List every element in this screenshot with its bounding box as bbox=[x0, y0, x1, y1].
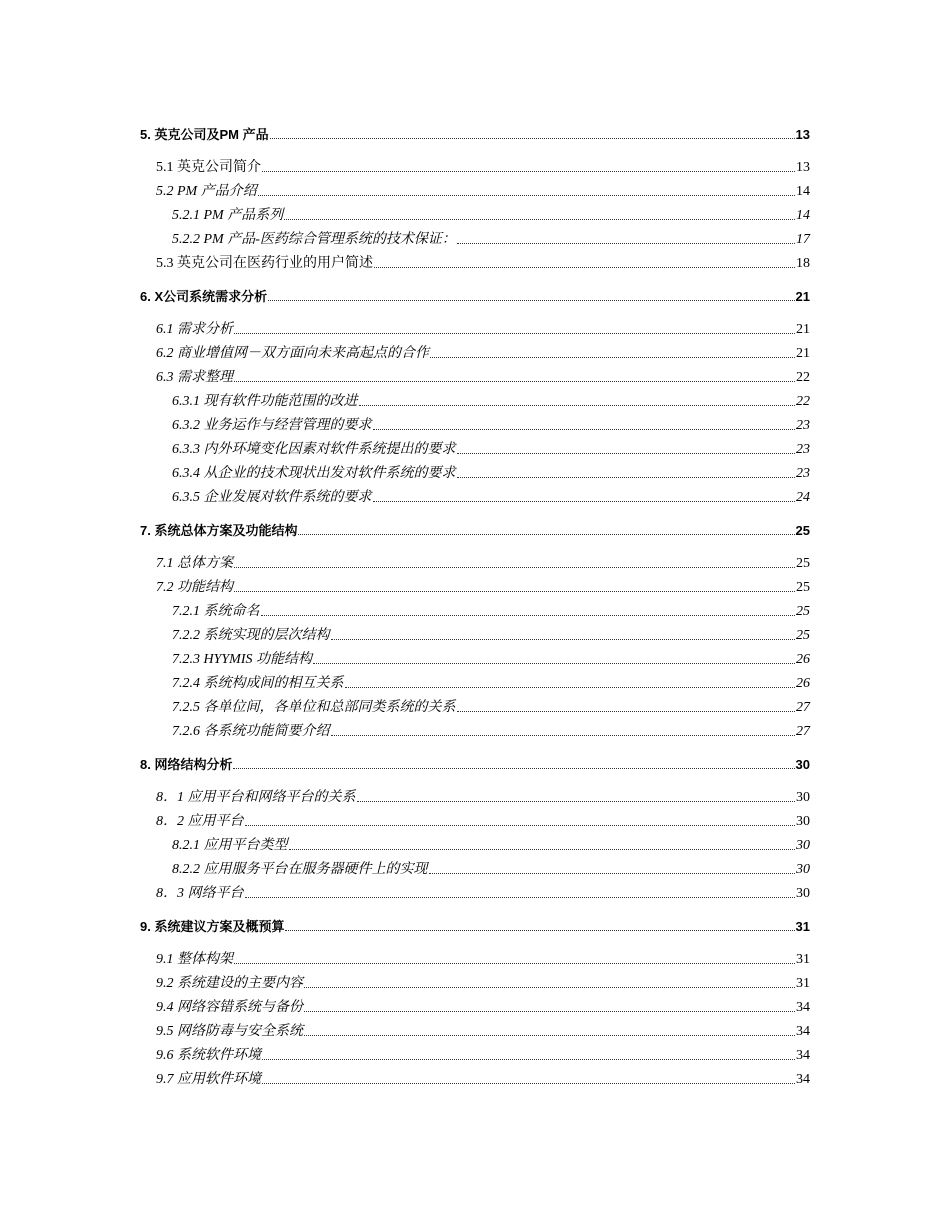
dot-leader bbox=[331, 639, 796, 640]
toc-page-number: 30 bbox=[796, 838, 810, 853]
dot-leader bbox=[234, 963, 795, 964]
toc-entry[interactable] bbox=[140, 248, 810, 272]
toc-page-number: 27 bbox=[796, 724, 810, 739]
dot-leader bbox=[245, 825, 796, 826]
toc-entry-title: 7.2.4 系统构成间的相互关系 bbox=[172, 676, 344, 691]
toc-chapter-entry[interactable] bbox=[140, 515, 810, 539]
toc-entry[interactable] bbox=[140, 1040, 810, 1064]
toc-page-number: 25 bbox=[796, 556, 810, 571]
dot-leader bbox=[262, 1059, 795, 1060]
dot-leader bbox=[374, 267, 795, 268]
toc-page-number: 34 bbox=[796, 1000, 810, 1015]
toc-entry-title: 6.1 需求分析 bbox=[156, 322, 233, 337]
toc-chapter-entry[interactable] bbox=[140, 119, 810, 143]
toc-page-number: 25 bbox=[796, 628, 810, 643]
dot-leader bbox=[268, 300, 794, 301]
toc-chapter-entry[interactable] bbox=[140, 281, 810, 305]
toc-entry-title: 5.2.1 PM 产品系列 bbox=[172, 208, 284, 223]
toc-entry[interactable] bbox=[140, 224, 810, 248]
toc-entry-title: 7.2 功能结构 bbox=[156, 580, 233, 595]
toc-entry[interactable] bbox=[140, 620, 810, 644]
dot-leader bbox=[234, 333, 795, 334]
toc-entry-title: 6.2 商业增值网－双方面向未来高起点的合作 bbox=[156, 346, 429, 361]
toc-entry-title: 8.2.1 应用平台类型 bbox=[172, 838, 288, 853]
dot-leader bbox=[289, 849, 796, 850]
toc-page-number: 30 bbox=[796, 790, 810, 805]
toc-entry-title: 5.1 英克公司简介 bbox=[156, 160, 261, 175]
toc-page-number: 30 bbox=[796, 886, 810, 901]
toc-entry-title: 7.2.1 系统命名 bbox=[172, 604, 260, 619]
toc-page-number: 13 bbox=[795, 127, 810, 142]
toc-entry[interactable] bbox=[140, 314, 810, 338]
toc-entry[interactable] bbox=[140, 968, 810, 992]
toc-entry-title: 7.2.6 各系统功能简要介绍 bbox=[172, 724, 330, 739]
toc-entry[interactable] bbox=[140, 482, 810, 506]
toc-entry-title: 6.3.2 业务运作与经营管理的要求 bbox=[172, 418, 372, 433]
toc-entry-title: 9.7 应用软件环境 bbox=[156, 1072, 261, 1087]
toc-entry-title: 9.5 网络防毒与安全系统 bbox=[156, 1024, 303, 1039]
toc-page-number: 23 bbox=[796, 442, 810, 457]
toc-entry[interactable] bbox=[140, 362, 810, 386]
dot-leader bbox=[245, 897, 796, 898]
dot-leader bbox=[429, 873, 796, 874]
dot-leader bbox=[373, 429, 796, 430]
toc-entry-title: 8．1 应用平台和网络平台的关系 bbox=[156, 790, 356, 805]
toc-page-number: 26 bbox=[796, 676, 810, 691]
dot-leader bbox=[261, 615, 796, 616]
toc-entry-title: 7.2.5 各单位间，各单位和总部同类系统的关系 bbox=[172, 700, 456, 715]
toc-page-number: 13 bbox=[796, 160, 810, 175]
dot-leader bbox=[284, 219, 795, 220]
toc-page-number: 30 bbox=[795, 757, 810, 772]
toc-entry[interactable] bbox=[140, 644, 810, 668]
toc-entry[interactable] bbox=[140, 152, 810, 176]
toc-entry[interactable] bbox=[140, 992, 810, 1016]
dot-leader bbox=[430, 357, 795, 358]
toc-page-number: 23 bbox=[796, 418, 810, 433]
toc-entry[interactable] bbox=[140, 878, 810, 902]
toc-entry[interactable] bbox=[140, 806, 810, 830]
toc-entry[interactable] bbox=[140, 944, 810, 968]
dot-leader bbox=[331, 735, 796, 736]
toc-entry-title: 9.2 系统建设的主要内容 bbox=[156, 976, 303, 991]
dot-leader bbox=[234, 591, 795, 592]
dot-leader bbox=[373, 501, 796, 502]
toc-page-number: 14 bbox=[796, 208, 810, 223]
toc-entry[interactable] bbox=[140, 434, 810, 458]
toc-entry[interactable] bbox=[140, 716, 810, 740]
toc-page-number: 14 bbox=[796, 184, 810, 199]
toc-entry-title: 8．3 网络平台 bbox=[156, 886, 244, 901]
toc-entry-title: 5.2.2 PM 产品-医药综合管理系统的技术保证： bbox=[172, 232, 456, 247]
dot-leader bbox=[313, 663, 795, 664]
toc-page-number: 27 bbox=[796, 700, 810, 715]
toc-page-number: 34 bbox=[796, 1024, 810, 1039]
toc-entry-title: 6. X公司系统需求分析 bbox=[140, 289, 268, 304]
toc-page-number: 30 bbox=[796, 814, 810, 829]
toc-entry-title: 5.2 PM 产品介绍 bbox=[156, 184, 257, 199]
toc-entry-title: 9.1 整体构架 bbox=[156, 952, 233, 967]
toc-entry-title: 9.6 系统软件环境 bbox=[156, 1048, 261, 1063]
dot-leader bbox=[359, 405, 796, 406]
toc-entry-title: 7. 系统总体方案及功能结构 bbox=[140, 523, 298, 538]
dot-leader bbox=[270, 138, 795, 139]
dot-leader bbox=[457, 711, 796, 712]
toc-entry-title: 6.3 需求整理 bbox=[156, 370, 233, 385]
toc-page-number: 31 bbox=[796, 976, 810, 991]
toc-entry-title: 6.3.4 从企业的技术现状出发对软件系统的要求 bbox=[172, 466, 456, 481]
toc-page-number: 25 bbox=[796, 604, 810, 619]
table-of-contents bbox=[140, 119, 810, 1088]
toc-entry[interactable] bbox=[140, 1016, 810, 1040]
toc-page-number: 30 bbox=[796, 862, 810, 877]
toc-entry-title: 7.1 总体方案 bbox=[156, 556, 233, 571]
toc-entry-title: 7.2.3 HYYMIS 功能结构 bbox=[172, 652, 313, 667]
toc-entry[interactable] bbox=[140, 572, 810, 596]
toc-page-number: 22 bbox=[796, 370, 810, 385]
toc-entry[interactable] bbox=[140, 410, 810, 434]
toc-page-number: 34 bbox=[796, 1048, 810, 1063]
toc-page-number: 21 bbox=[796, 322, 810, 337]
toc-entry-title: 9. 系统建议方案及概预算 bbox=[140, 919, 285, 934]
toc-entry-title: 9.4 网络容错系统与备份 bbox=[156, 1000, 303, 1015]
dot-leader bbox=[457, 453, 796, 454]
toc-entry-title: 5.3 英克公司在医药行业的用户简述 bbox=[156, 256, 373, 271]
toc-entry-title: 6.3.1 现有软件功能范围的改进 bbox=[172, 394, 358, 409]
toc-page-number: 21 bbox=[796, 346, 810, 361]
toc-entry[interactable] bbox=[140, 1064, 810, 1088]
toc-entry-title: 5. 英克公司及PM 产品 bbox=[140, 127, 269, 142]
toc-entry[interactable] bbox=[140, 668, 810, 692]
dot-leader bbox=[304, 1011, 795, 1012]
toc-page-number: 25 bbox=[795, 523, 810, 538]
toc-entry-title: 8.2.2 应用服务平台在服务器硬件上的实现 bbox=[172, 862, 428, 877]
toc-page-number: 34 bbox=[796, 1072, 810, 1087]
toc-page-number: 23 bbox=[796, 466, 810, 481]
toc-entry-title: 7.2.2 系统实现的层次结构 bbox=[172, 628, 330, 643]
dot-leader bbox=[357, 801, 796, 802]
toc-entry[interactable] bbox=[140, 830, 810, 854]
toc-entry[interactable] bbox=[140, 548, 810, 572]
dot-leader bbox=[457, 243, 795, 244]
toc-page-number: 24 bbox=[796, 490, 810, 505]
toc-page-number: 17 bbox=[796, 232, 810, 247]
toc-entry-title: 6.3.5 企业发展对软件系统的要求 bbox=[172, 490, 372, 505]
dot-leader bbox=[345, 687, 796, 688]
toc-page-number: 31 bbox=[795, 919, 810, 934]
dot-leader bbox=[304, 1035, 795, 1036]
dot-leader bbox=[262, 171, 795, 172]
dot-leader bbox=[258, 195, 795, 196]
dot-leader bbox=[457, 477, 796, 478]
toc-page-number: 25 bbox=[796, 580, 810, 595]
dot-leader bbox=[304, 987, 795, 988]
toc-page-number: 21 bbox=[795, 289, 810, 304]
toc-entry[interactable] bbox=[140, 200, 810, 224]
dot-leader bbox=[262, 1083, 795, 1084]
toc-entry-title: 8. 网络结构分析 bbox=[140, 757, 233, 772]
toc-page-number: 31 bbox=[796, 952, 810, 967]
toc-entry-title: 6.3.3 内外环境变化因素对软件系统提出的要求 bbox=[172, 442, 456, 457]
toc-entry-title: 8．2 应用平台 bbox=[156, 814, 244, 829]
toc-entry[interactable] bbox=[140, 458, 810, 482]
toc-entry[interactable] bbox=[140, 782, 810, 806]
dot-leader bbox=[298, 534, 794, 535]
toc-page-number: 18 bbox=[796, 256, 810, 271]
toc-entry[interactable] bbox=[140, 386, 810, 410]
toc-chapter-entry[interactable] bbox=[140, 749, 810, 773]
toc-chapter-entry[interactable] bbox=[140, 911, 810, 935]
dot-leader bbox=[285, 930, 794, 931]
toc-entry[interactable] bbox=[140, 176, 810, 200]
toc-entry[interactable] bbox=[140, 596, 810, 620]
toc-page-number: 22 bbox=[796, 394, 810, 409]
toc-entry[interactable] bbox=[140, 692, 810, 716]
dot-leader bbox=[234, 381, 795, 382]
toc-entry[interactable] bbox=[140, 338, 810, 362]
toc-page-number: 26 bbox=[796, 652, 810, 667]
dot-leader bbox=[233, 768, 794, 769]
dot-leader bbox=[234, 567, 795, 568]
toc-entry[interactable] bbox=[140, 854, 810, 878]
